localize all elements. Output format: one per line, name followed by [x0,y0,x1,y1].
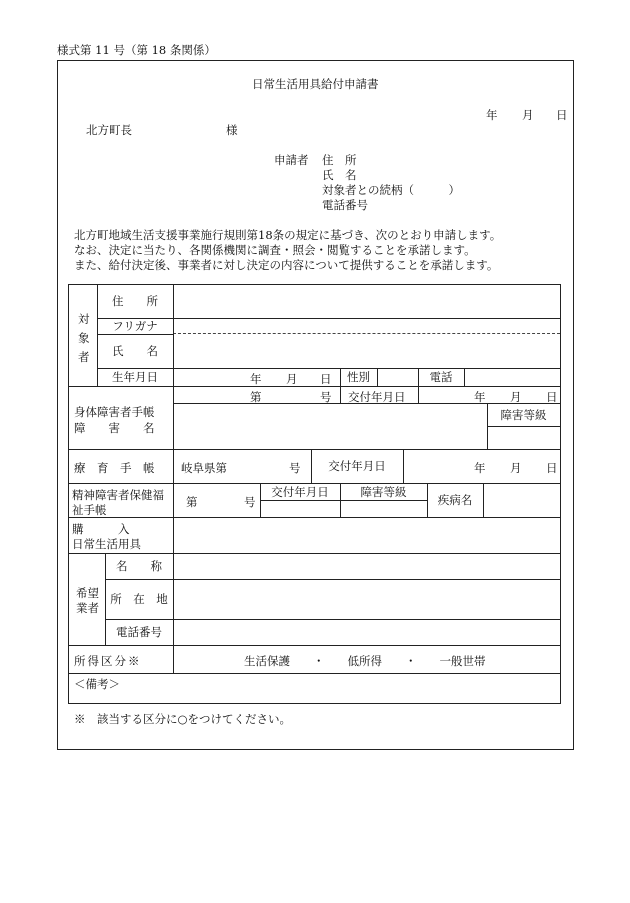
remarks-label: ＜備考＞ [74,677,120,691]
birth-year-unit: 年 [250,372,262,386]
phone-label: 電話 [429,370,453,384]
physical-grade-label: 障害等級 [500,407,547,422]
addressee-name: 北方町長 [86,123,132,137]
form-number: 様式第 11 号（第 18 条関係） [57,43,216,57]
ryoiku-handbook-label: 療 育 手 帳 [74,461,155,475]
date-day: 日 [556,108,568,122]
ryoiku-issued-label: 交付年月日 [328,459,386,473]
subject-birthdate-label: 生年月日 [112,370,158,384]
ryoiku-issued-month: 月 [510,461,522,475]
physical-handbook-label: 身体障害者手帳 [74,405,155,419]
vendor-phone-label: 電話番号 [116,625,162,639]
ryoiku-number-suffix: 号 [289,461,301,475]
intro-line-2: なお、決定に当たり、各関係機関に調査・照会・閲覧することを承諾します。 [74,243,476,257]
purchase-label-2: 日常生活用具 [72,537,141,551]
footnote: ※ 該当する区分に○をつけてください。 [74,712,292,726]
mental-number-prefix: 第 [186,495,198,509]
vendor-name-label: 名 称 [116,559,162,573]
intro-line-3: また、給付決定後、事業者に対し決定の内容について提供することを承諾します。 [74,258,499,272]
form-title: 日常生活用具給付申請書 [252,77,379,91]
gender-label: 性別 [347,370,370,384]
birth-day-unit: 日 [320,372,332,386]
physical-issued-day: 日 [546,390,558,404]
mental-handbook-label-2: 祉手帳 [72,503,107,517]
date-month: 月 [522,108,534,122]
applicant-label: 申請者 [274,153,309,167]
intro-line-1: 北方町地域生活支援事業施行規則第18条の規定に基づき、次のとおり申請します。 [74,228,502,242]
purchase-label-1: 購 入 [72,522,130,536]
physical-number-prefix: 第 [250,390,262,404]
vendor-group-label: 希望 業者 [76,586,99,615]
mental-number-suffix: 号 [244,495,256,509]
date-year: 年 [486,108,498,122]
birth-month-unit: 月 [286,372,298,386]
ryoiku-issued-year: 年 [474,461,486,475]
physical-issued-year: 年 [474,390,486,404]
applicant-address-label: 住 所 [322,153,357,167]
subject-name-label: 氏 名 [112,344,158,358]
physical-number-suffix: 号 [320,390,332,404]
mental-handbook-label-1: 精神障害者保健福 [72,488,164,502]
mental-disease-label: 疾病名 [437,493,473,507]
physical-issued-label: 交付年月日 [348,390,406,404]
vendor-location-label: 所 在 地 [110,592,168,606]
ryoiku-number-prefix: 岐阜県第 [181,461,227,475]
physical-issued-month: 月 [510,390,522,404]
income-options: 生活保護 ・ 低所得 ・ 一般世帯 [244,654,486,668]
subject-group-label: 対 象 者 [78,312,90,364]
addressee-honorific: 様 [226,123,238,137]
disability-name-label: 障 害 名 [74,421,155,435]
subject-address-label: 住 所 [112,294,158,308]
applicant-name-label: 氏 名 [322,168,357,182]
mental-grade-label: 障害等級 [360,484,407,499]
ryoiku-issued-day: 日 [546,461,558,475]
applicant-phone-label: 電話番号 [322,198,368,212]
mental-issued-label: 交付年月日 [271,484,329,499]
applicant-relationship-label: 対象者との続柄（ ） [322,183,460,197]
subject-furigana-label: フリガナ [112,319,158,333]
income-label: 所得区分※ [74,654,142,668]
